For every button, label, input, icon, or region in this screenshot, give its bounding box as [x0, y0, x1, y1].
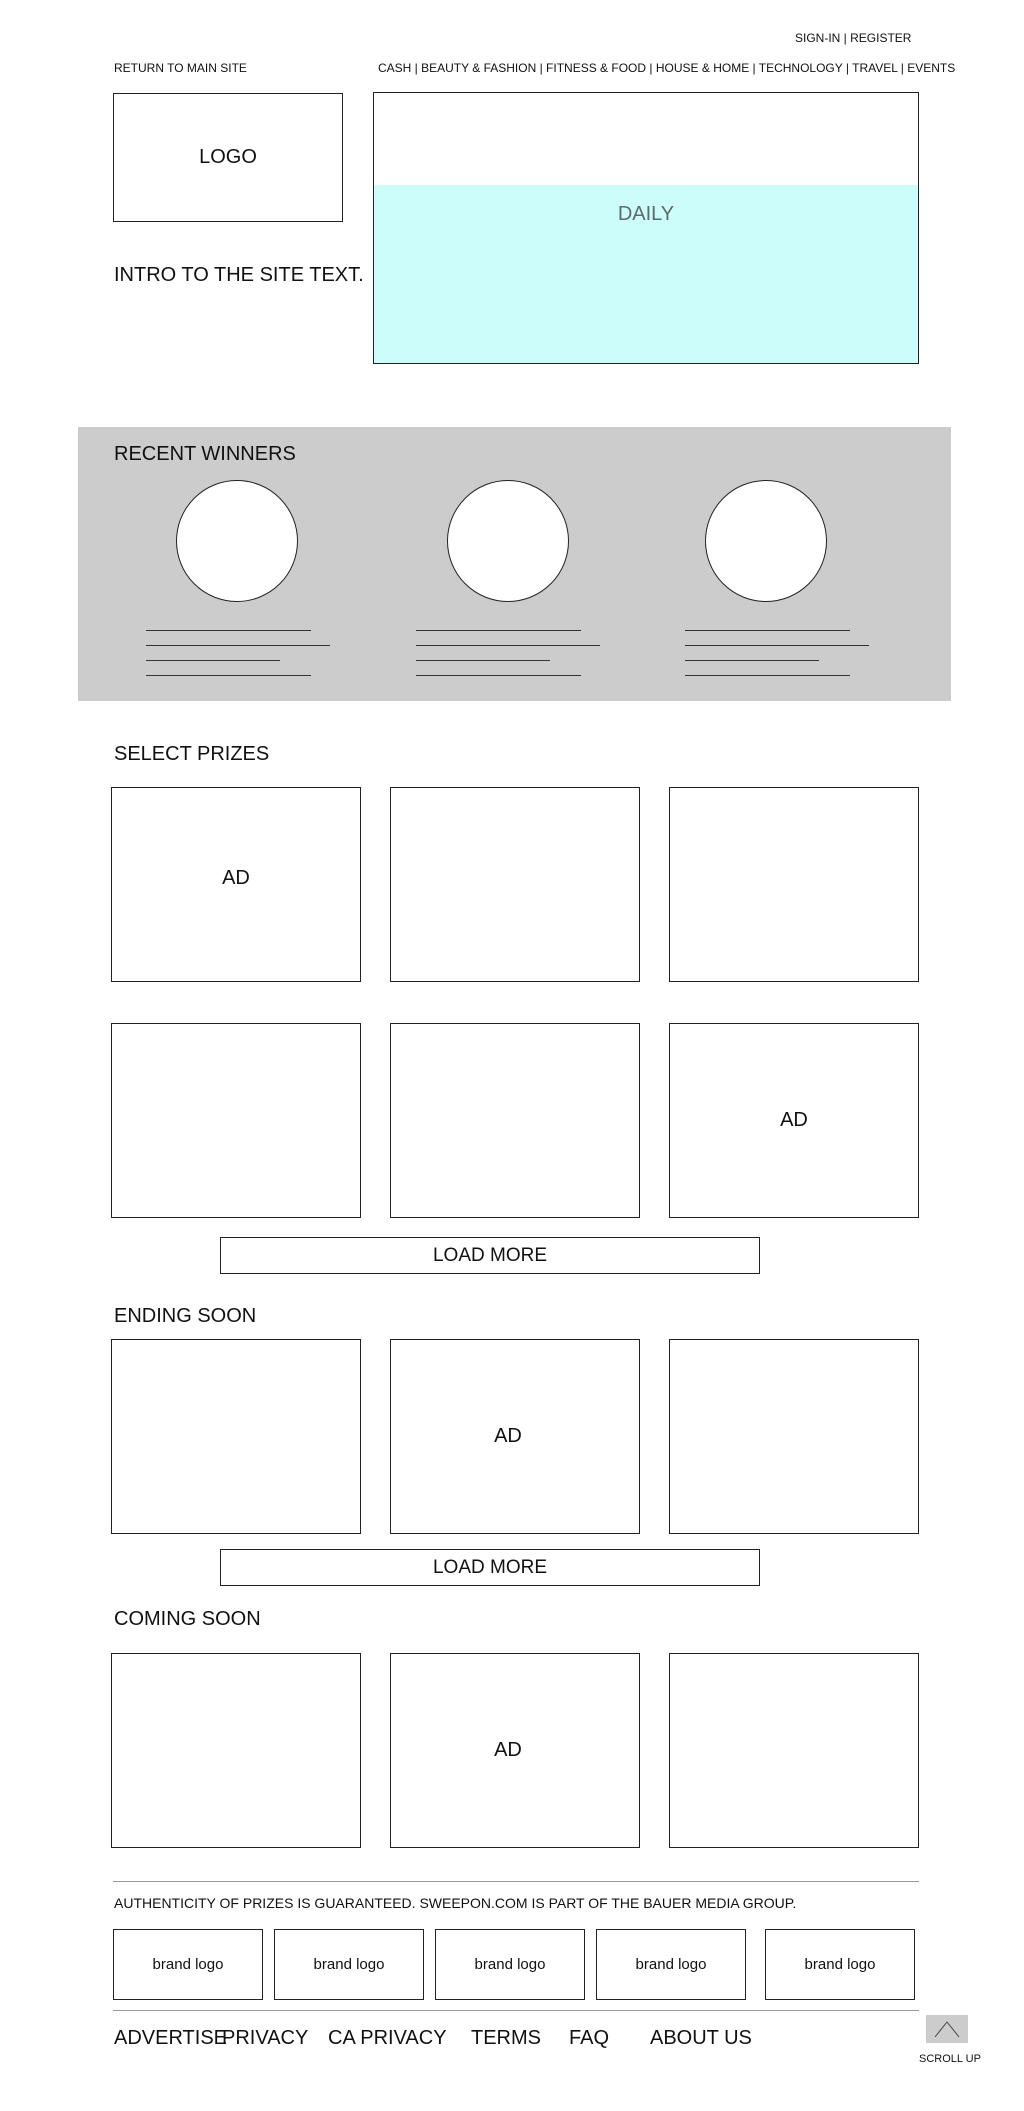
prize-card-ad[interactable] [390, 1653, 640, 1848]
winner-avatar[interactable] [705, 480, 827, 602]
prize-card[interactable] [669, 1339, 919, 1534]
coming-soon-title: COMING SOON [114, 1608, 261, 1630]
winner-text-line [685, 645, 869, 646]
ad-label: AD [780, 1109, 808, 1131]
winner-text-line [146, 645, 330, 646]
prize-card[interactable] [669, 1653, 919, 1848]
site-logo[interactable] [113, 93, 343, 222]
select-prizes-title: SELECT PRIZES [114, 743, 270, 765]
footer-link-advertise[interactable]: ADVERTISE [114, 2027, 227, 2049]
brand-logo[interactable]: brand logo [113, 1929, 263, 2000]
footer-link-about-us[interactable]: ABOUT US [650, 2027, 752, 2049]
brand-logo[interactable]: brand logo [765, 1929, 915, 2000]
brand-logo[interactable]: brand logo [274, 1929, 424, 2000]
daily-feature-panel[interactable] [373, 92, 919, 364]
ending-soon-title: ENDING SOON [114, 1305, 257, 1327]
winner-text-line [685, 660, 819, 661]
prize-card[interactable] [111, 1023, 361, 1218]
authenticity-text: AUTHENTICITY OF PRIZES IS GUARANTEED. SWEEPON.COM IS PART OF THE BAUER MEDIA GROUP. [114, 1895, 797, 1911]
ad-label: AD [494, 1425, 522, 1447]
winner-avatar[interactable] [447, 480, 569, 602]
ad-label: AD [222, 867, 250, 889]
winner-avatar[interactable] [176, 480, 298, 602]
prize-card[interactable] [390, 1023, 640, 1218]
prize-card[interactable] [111, 1653, 361, 1848]
scroll-up-button[interactable] [926, 2015, 968, 2043]
brand-logo[interactable]: brand logo [596, 1929, 746, 2000]
return-to-main-site-link[interactable]: RETURN TO MAIN SITE [114, 61, 247, 75]
signin-register-link[interactable]: SIGN-IN | REGISTER [795, 31, 912, 45]
prize-card[interactable] [390, 787, 640, 982]
scroll-up-label[interactable]: SCROLL UP [919, 2053, 981, 2065]
prize-card-ad[interactable] [111, 787, 361, 982]
daily-label: DAILY [617, 203, 675, 225]
prize-card[interactable] [111, 1339, 361, 1534]
winner-text-line [146, 675, 311, 676]
winner-text-line [416, 630, 581, 631]
ad-label: AD [494, 1739, 522, 1761]
winner-text-line [685, 630, 850, 631]
brand-logo[interactable]: brand logo [435, 1929, 585, 2000]
footer-link-terms[interactable]: TERMS [471, 2027, 541, 2049]
winner-text-line [416, 645, 600, 646]
intro-text: INTRO TO THE SITE TEXT. [114, 264, 364, 286]
recent-winners-title: RECENT WINNERS [114, 443, 296, 465]
daily-feature-banner [374, 185, 918, 363]
logo-label: LOGO [199, 146, 257, 168]
prize-card[interactable] [669, 787, 919, 982]
winner-text-line [146, 660, 280, 661]
recent-winners-section [78, 427, 951, 701]
winner-text-line [685, 675, 850, 676]
select-prizes-load-more-button[interactable]: LOAD MORE [220, 1237, 760, 1274]
footer-link-faq[interactable]: FAQ [569, 2027, 610, 2049]
footer-divider [113, 1881, 919, 1882]
category-nav[interactable]: CASH | BEAUTY & FASHION | FITNESS & FOOD | HOUSE & HOME | TECHNOLOGY | TRAVEL | EVENTS [378, 61, 956, 75]
winner-text-line [416, 675, 581, 676]
footer-link-privacy[interactable]: PRIVACY [222, 2027, 309, 2049]
prize-card-ad[interactable] [669, 1023, 919, 1218]
footer-divider [113, 2010, 919, 2011]
winner-text-line [146, 630, 311, 631]
triangle-up-icon [926, 2015, 968, 2043]
prize-card-ad[interactable] [390, 1339, 640, 1534]
footer-link-ca-privacy[interactable]: CA PRIVACY [328, 2027, 447, 2049]
winner-text-line [416, 660, 550, 661]
ending-soon-load-more-button[interactable]: LOAD MORE [220, 1549, 760, 1586]
